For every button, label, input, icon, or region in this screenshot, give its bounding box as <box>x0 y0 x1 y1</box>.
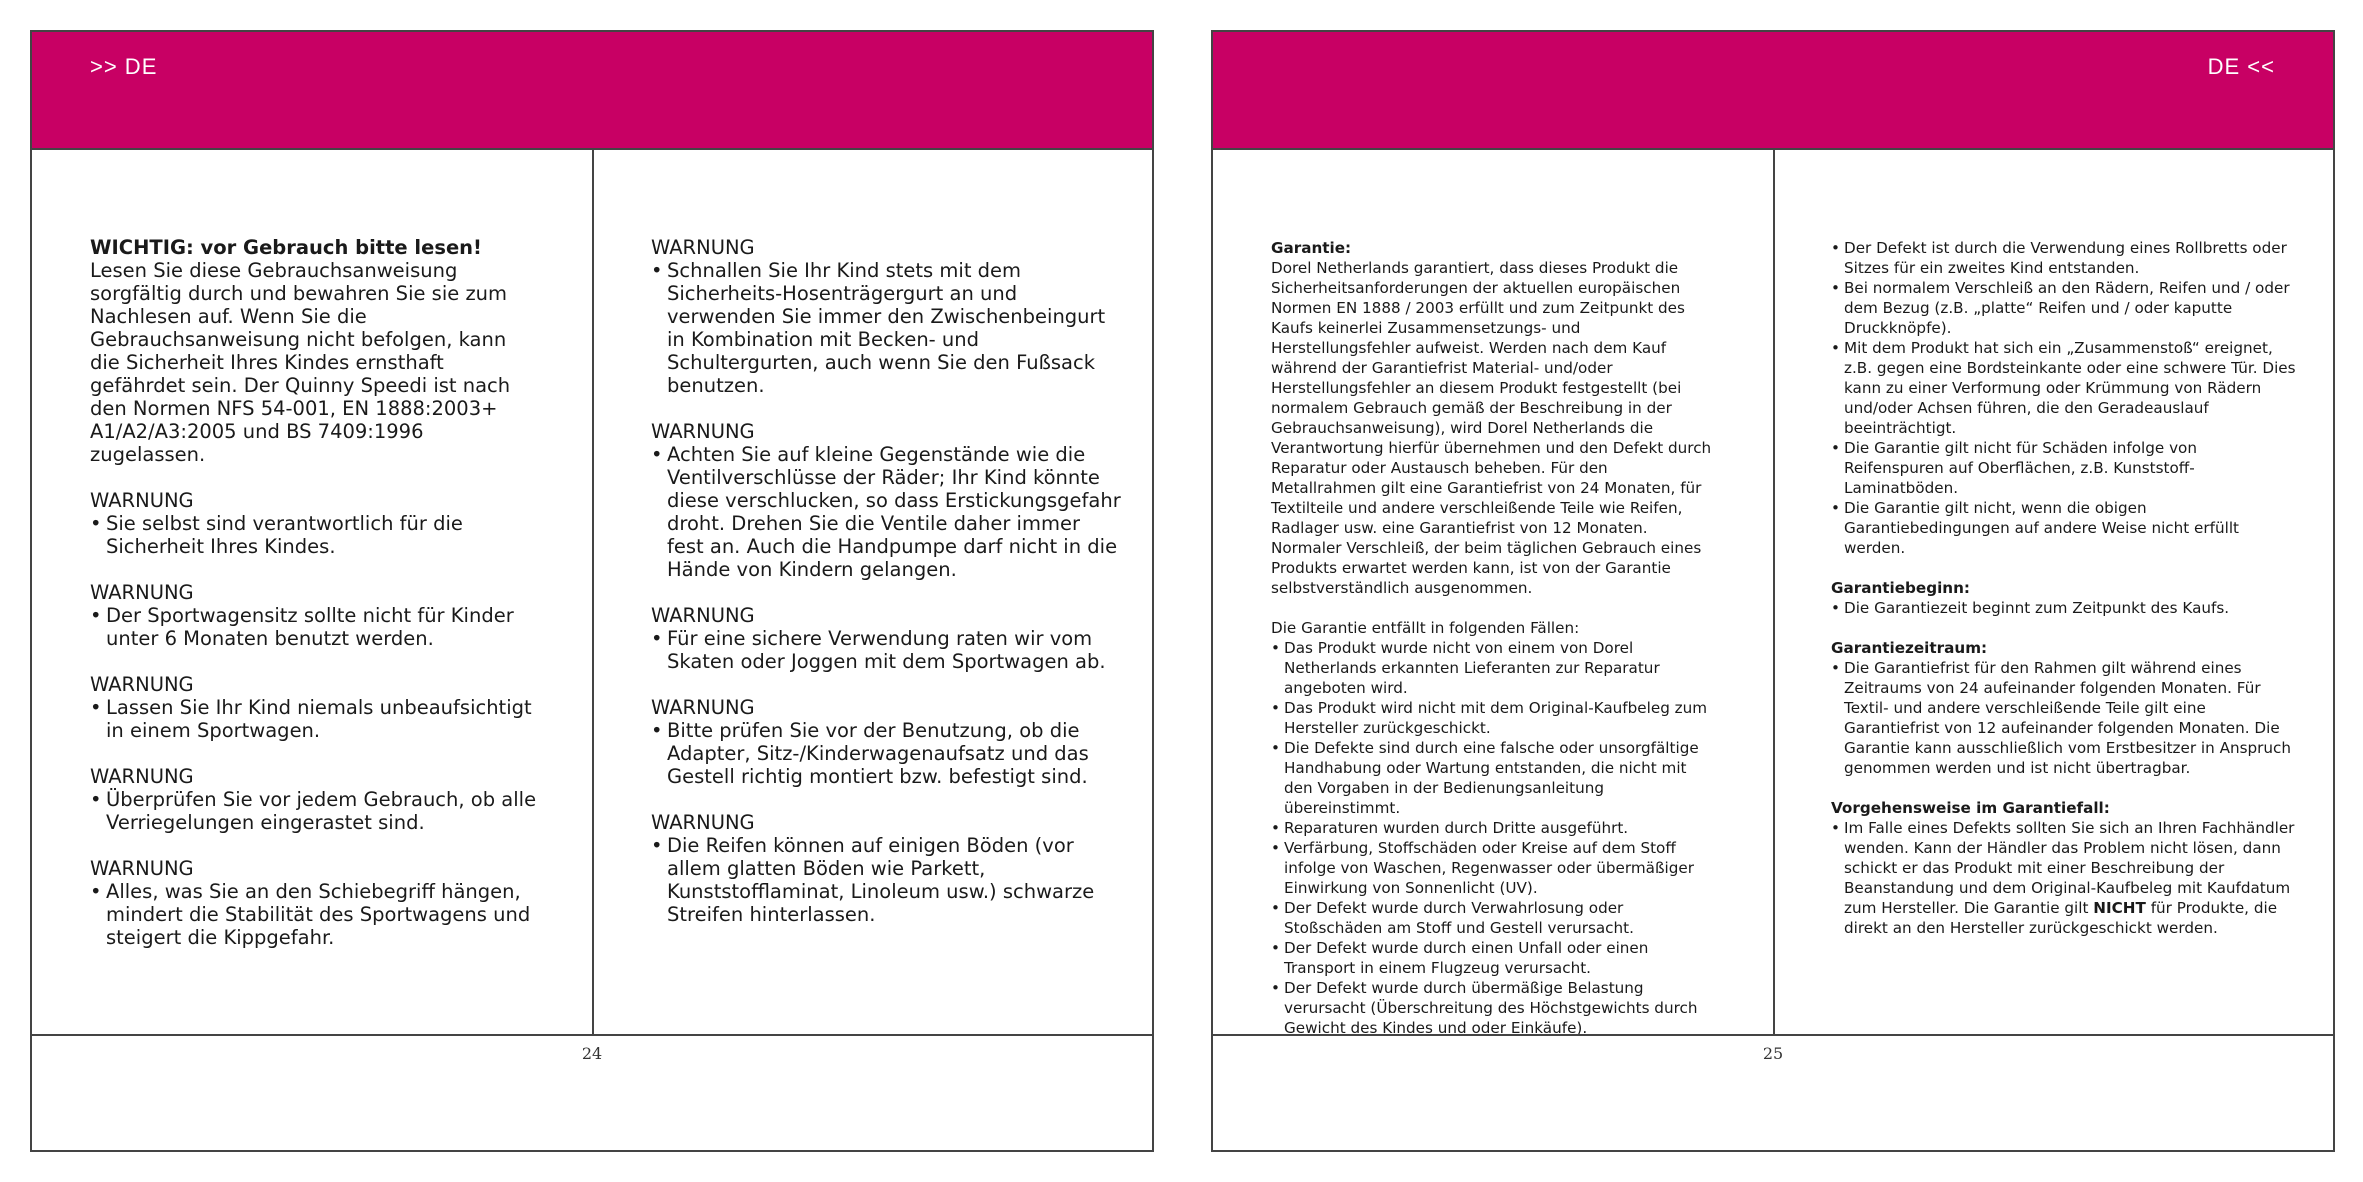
header-label-left: >> DE <box>90 54 158 79</box>
warning-item: • Achten Sie auf kleine Gegenstände wie die Ventilverschlüsse der Räder; Ihr Kind könnte diese verschlucken, so dass Erstickungsgefahr droht. Drehen Sie die Ventile daher immer fest an. Auch die Handpumpe darf nicht in die Hände von Kindern gelangen. <box>651 443 1121 581</box>
procedure-text-2: für Produkte, die direkt an den Hersteller zurückgeschickt werden. <box>1844 899 2278 937</box>
column-divider-right <box>1773 148 1775 1034</box>
warning-heading: WARNUNG <box>90 581 194 604</box>
warning-item: • Alles, was Sie an den Schiebegriff hängen, mindert die Stabilität des Sportwagens und steigert die Kippgefahr. <box>90 880 540 949</box>
warning-item: • Sie selbst sind verantwortlich für die Sicherheit Ihres Kindes. <box>90 512 540 558</box>
warning-block <box>651 604 1121 673</box>
exclusions-block <box>1271 618 1717 1038</box>
page-left <box>30 30 1154 1152</box>
footer-divider-right <box>1213 1034 2333 1036</box>
warning-block <box>90 581 540 650</box>
guarantee-start-heading: Garantiebeginn: <box>1831 579 1970 597</box>
important-heading: WICHTIG: vor Gebrauch bitte lesen! <box>90 236 482 259</box>
page-number-right: 25 <box>1762 1044 1784 1063</box>
warning-block <box>651 236 1121 397</box>
guarantee-text: Dorel Netherlands garantiert, dass dieses Produkt die Sicherheitsanforderungen der aktuellen europäischen Normen EN 1888 / 2003 erfüllt und zum Zeitpunkt des Kaufs keinerlei Zusammensetzungs- und Herstellungsfehler aufweist. Werden nach dem Kauf während der Garantiefrist Material- und/oder Herstellungsfehler an diesem Produkt festgestellt (bei normalem Gebrauch gemäß der Beschreibung in der Gebrauchsanweisung), wird Dorel Netherlands die Verantwortung hierfür übernehmen und den Defekt durch Reparatur oder Austausch beheben. Für den Metallrahmen gilt eine Garantiefrist von 24 Monaten, für Textilteile und andere verschleißende Teile wie Reifen, Radlager usw. eine Garantiefrist von 12 Monaten. Normaler Verschleiß, der beim täglichen Gebrauch eines Produkts erwartet werden kann, ist von der Garantie selbstverständlich ausgenommen. <box>1271 259 1712 597</box>
procedure-strong: NICHT <box>2093 899 2146 917</box>
warning-item: • Schnallen Sie Ihr Kind stets mit dem Sicherheits-Hosenträgergurt an und verwenden Sie immer den Zwischenbeingurt in Kombination mit Becken- und Schultergurten, auch wenn Sie den Fußsack benutzen. <box>651 259 1121 397</box>
exclusion-item: • Der Defekt wurde durch übermäßige Belastung verursacht (Überschreitung des Höchstgewichts durch Gewicht des Kindes und oder Einkäufe). <box>1271 978 1717 1038</box>
exclusion-item: • Mit dem Produkt hat sich ein „Zusammenstoß“ ereignet, z.B. gegen eine Bordsteinkante oder eine schwere Tür. Dies kann zu einer Verformung oder Krümmung von Rädern und/oder Achsen führen, die den Geradeauslauf beeinträchtigt. <box>1831 338 2301 438</box>
guarantee-procedure-item <box>1831 818 2301 938</box>
warning-heading: WARNUNG <box>90 489 194 512</box>
important-block <box>90 236 540 466</box>
guarantee-procedure-block <box>1831 798 2301 938</box>
exclusion-item: • Reparaturen wurden durch Dritte ausgeführt. <box>1271 818 1717 838</box>
warning-heading: WARNUNG <box>90 857 194 880</box>
warning-block <box>90 857 540 949</box>
guarantee-heading: Garantie: <box>1271 239 1352 257</box>
exclusion-item: • Die Garantie gilt nicht für Schäden infolge von Reifenspuren auf Oberflächen, z.B. Kunststoff-Laminatböden. <box>1831 438 2301 498</box>
warning-item: • Der Sportwagensitz sollte nicht für Kinder unter 6 Monaten benutzt werden. <box>90 604 540 650</box>
warning-heading: WARNUNG <box>90 673 194 696</box>
warning-block <box>651 811 1121 926</box>
warning-item: • Für eine sichere Verwendung raten wir vom Skaten oder Joggen mit dem Sportwagen ab. <box>651 627 1121 673</box>
exclusion-item: • Verfärbung, Stoffschäden oder Kreise auf dem Stoff infolge von Waschen, Regenwasser oder übermäßiger Einwirkung von Sonnenlicht (UV). <box>1271 838 1717 898</box>
guarantee-block <box>1271 238 1717 598</box>
warning-block <box>651 420 1121 581</box>
more-exclusions-list <box>1831 238 2301 558</box>
warning-heading: WARNUNG <box>90 765 194 788</box>
guarantee-procedure-heading: Vorgehensweise im Garantiefall: <box>1831 799 2110 817</box>
exclusions-list <box>1271 638 1717 1038</box>
guarantee-start-block <box>1831 578 2301 618</box>
header-bar-left <box>32 32 1152 150</box>
exclusion-item: • Die Defekte sind durch eine falsche oder unsorgfältige Handhabung oder Wartung entstanden, die nicht mit den Vorgaben in der Bedienungsanleitung übereinstimmt. <box>1271 738 1717 818</box>
warning-block <box>90 489 540 558</box>
header-bar-right <box>1213 32 2333 150</box>
warning-heading: WARNUNG <box>651 604 755 627</box>
warning-item: • Überprüfen Sie vor jedem Gebrauch, ob alle Verriegelungen eingerastet sind. <box>90 788 540 834</box>
important-text: Lesen Sie diese Gebrauchsanweisung sorgfältig durch und bewahren Sie sie zum Nachlesen auf. Wenn Sie die Gebrauchsanweisung nicht befolgen, kann die Sicherheit Ihres Kindes ernsthaft gefährdet sein. Der Quinny Speedi ist nach den Normen NFS 54-001, EN 1888:2003+ A1/A2/A3:2005 und BS 7409:1996 zugelassen. <box>90 259 511 466</box>
exclusion-item: • Das Produkt wurde nicht von einem von Dorel Netherlands erkannten Lieferanten zur Reparatur angeboten wird. <box>1271 638 1717 698</box>
exclusion-item: • Der Defekt wurde durch einen Unfall oder einen Transport in einem Flugzeug verursacht. <box>1271 938 1717 978</box>
exclusion-item: • Der Defekt ist durch die Verwendung eines Rollbretts oder Sitzes für ein zweites Kind entstanden. <box>1831 238 2301 278</box>
warning-block <box>90 765 540 834</box>
warning-item: • Die Reifen können auf einigen Böden (vor allem glatten Böden wie Parkett, Kunststofflaminat, Linoleum usw.) schwarze Streifen hinterlassen. <box>651 834 1121 926</box>
warning-item: • Lassen Sie Ihr Kind niemals unbeaufsichtigt in einem Sportwagen. <box>90 696 540 742</box>
warning-block <box>90 673 540 742</box>
header-label-right: DE << <box>2207 54 2275 79</box>
left-column-1 <box>90 236 540 972</box>
exclusion-item: • Das Produkt wird nicht mit dem Original-Kaufbeleg zum Hersteller zurückgeschickt. <box>1271 698 1717 738</box>
warning-item: • Bitte prüfen Sie vor der Benutzung, ob die Adapter, Sitz-/Kinderwagenaufsatz und das Gestell richtig montiert bzw. befestigt sind. <box>651 719 1121 788</box>
page-number-left: 24 <box>581 1044 603 1063</box>
guarantee-start-item: • Die Garantiezeit beginnt zum Zeitpunkt des Kaufs. <box>1831 598 2301 618</box>
left-column-2 <box>651 236 1121 949</box>
guarantee-period-block <box>1831 638 2301 778</box>
warning-heading: WARNUNG <box>651 811 755 834</box>
guarantee-period-heading: Garantiezeitraum: <box>1831 639 1988 657</box>
warning-heading: WARNUNG <box>651 420 755 443</box>
right-column-2 <box>1831 238 2301 958</box>
column-divider-left <box>592 148 594 1034</box>
warning-heading: WARNUNG <box>651 236 755 259</box>
footer-divider-left <box>32 1034 1152 1036</box>
exclusions-intro: Die Garantie entfällt in folgenden Fällen: <box>1271 619 1580 637</box>
exclusion-item: • Bei normalem Verschleiß an den Rädern, Reifen und / oder dem Bezug (z.B. „platte“ Reifen und / oder kaputte Druckknöpfe). <box>1831 278 2301 338</box>
exclusion-item: • Die Garantie gilt nicht, wenn die obigen Garantiebedingungen auf andere Weise nicht erfüllt werden. <box>1831 498 2301 558</box>
procedure-text-1: Im Falle eines Defekts sollten Sie sich an Ihren Fachhändler wenden. Kann der Händler das Problem nicht lösen, dann schickt er das Produkt mit einer Beschreibung der Beanstandung und dem Original-Kaufbeleg mit Kaufdatum zum Hersteller. Die Garantie gilt <box>1844 819 2295 917</box>
warning-heading: WARNUNG <box>651 696 755 719</box>
exclusion-item: • Der Defekt wurde durch Verwahrlosung oder Stoßschäden am Stoff und Gestell verursacht. <box>1271 898 1717 938</box>
right-column-1 <box>1271 238 1717 1058</box>
guarantee-period-item: • Die Garantiefrist für den Rahmen gilt während eines Zeitraums von 24 aufeinander folgenden Monaten. Für Textil- und andere verschleißende Teile gilt eine Garantiefrist von 12 aufeinander folgenden Monaten. Die Garantie kann ausschließlich vom Erstbesitzer in Anspruch genommen werden und ist nicht übertragbar. <box>1831 658 2301 778</box>
page-right <box>1211 30 2335 1152</box>
warning-block <box>651 696 1121 788</box>
more-exclusions-block <box>1831 238 2301 558</box>
